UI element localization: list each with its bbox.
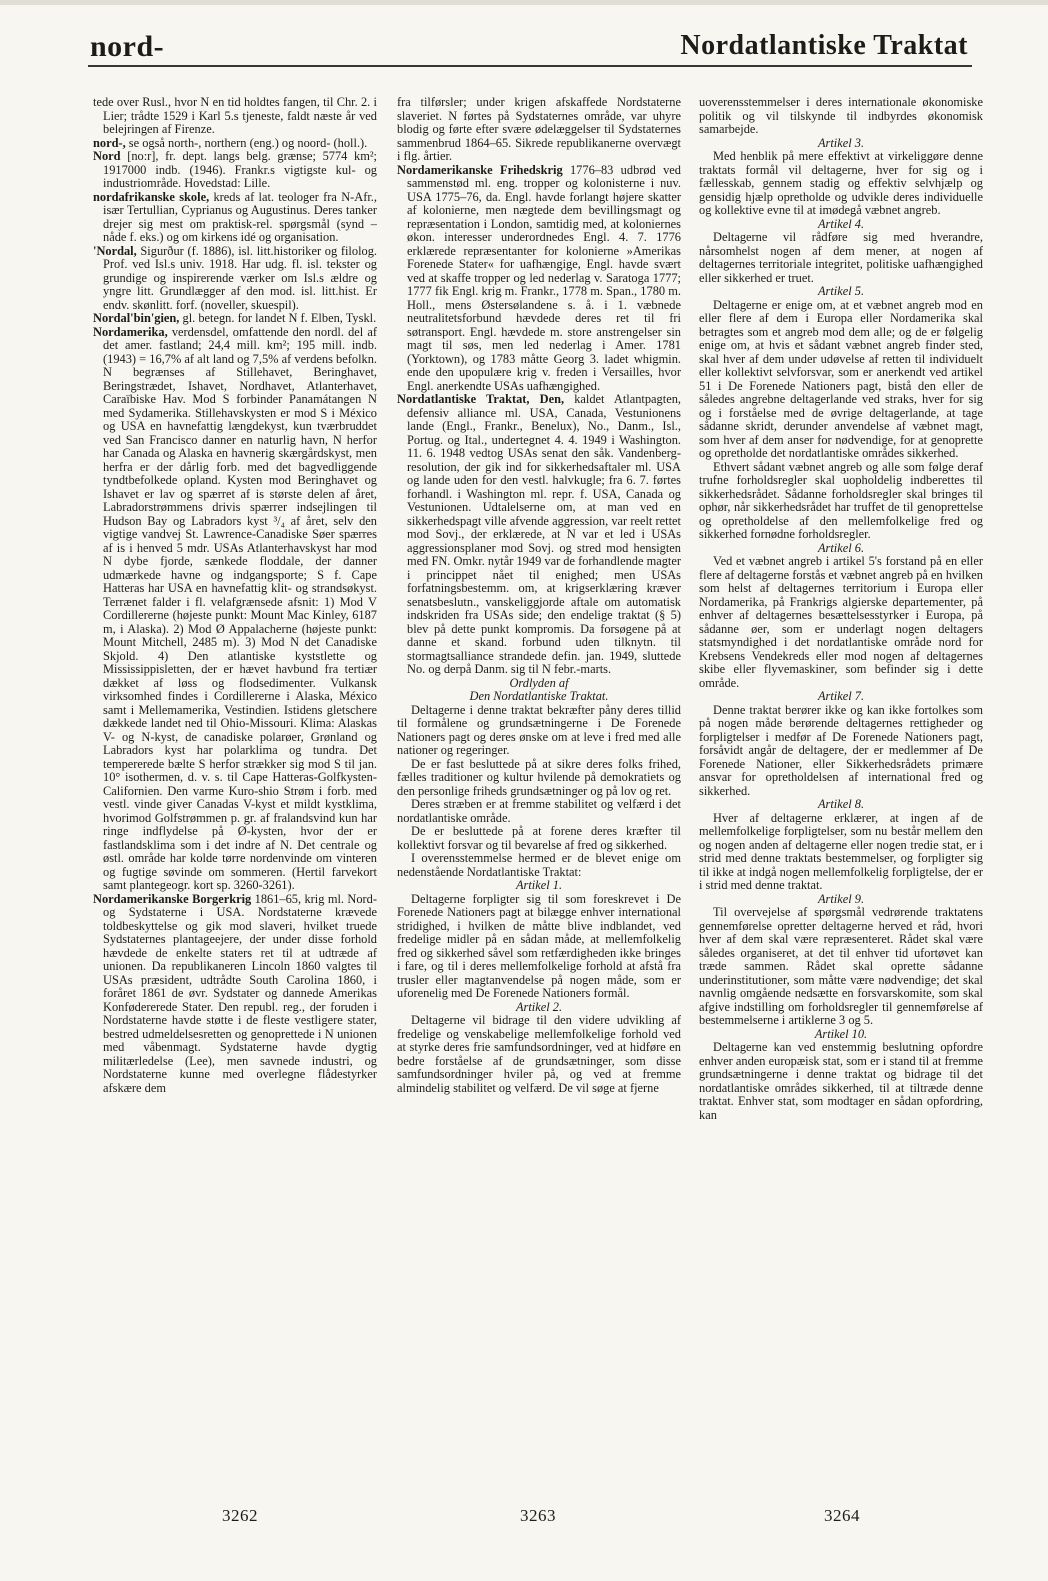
entry-text: kreds af lat. teologer fra N-Afr., især Tertullian, Cyprianus og Augustinus. Deres tanker drejer sig mest om praktisk-rel. spørgsmål (synd – nåde f. eks.) og om kirkens idé og organisation. <box>103 189 377 244</box>
entry-text: Ethvert sådant væbnet angreb og alle som følge deraf trufne forholdsregler skal uopholdelig indberettes til sikkerhedsrådet. Sådanne forholdsregler skal bringes til ophør, når sikkerhedsrådet har truffet de til genoprettelse og opretholdelse af den mellemfolkelige fred og sikkerhed fornødne forholdsregler. <box>699 459 983 541</box>
page-number-right: 3264 <box>824 1506 860 1525</box>
column-2 <box>397 96 681 1482</box>
entry-text: Ved et væbnet angreb i artikel 5's forstand på en eller flere af deltagerne forstås et væbnet angreb på en hvilken som helst af deltagernes territorium i Europa eller Nordamerika, på Frankrigs algierske departementer, på enhver af deltagernes besættelsesstyrker i Europa, på sådanne øer, som er underlagt nogen deltagers statsmyndighed i det nordatlantiske område nord for Krebsens Vendekreds eller mod nogen af deltagernes skibe eller flyvemaskiner, som befinder sig i dette område. <box>699 554 983 690</box>
entry-text: De er fast besluttede på at sikre deres folks frihed, fælles traditioner og kultur hvilende på demokratiets og den personlige friheds grundsætninger og på lov og ret. <box>397 756 681 798</box>
entry-text: Artikel 10. <box>814 1026 868 1041</box>
entry-text: [no:r], fr. dept. langs belg. grænse; 5774 km²; 1917000 indb. (1946). Frankr.s vigtigste kul- og industriområde. Hovedstad: Lille. <box>103 149 377 190</box>
entry-text: Denne traktat berører ikke og kan ikke fortolkes som på nogen måde berørende deltagernes rettigheder og forpligtelser i medfør af De Forenede Nationers pagt, forsåvidt angår de deltagere, der er medlemmer af De Forenede Nationer, eller Sikkerhedsrådets primære ansvar for opretholdelsen af international fred og sikkerhed. <box>699 702 983 798</box>
entry-text: Artikel 8. <box>817 797 865 811</box>
paragraph <box>699 231 983 285</box>
paragraph <box>397 798 681 825</box>
article-heading <box>397 677 681 691</box>
article-heading <box>699 218 983 232</box>
paragraph <box>699 461 983 542</box>
entry-text: I overensstemmelse hermed er de blevet enige om nedenstående Nordatlantiske Traktat: <box>397 851 681 879</box>
entry <box>93 326 377 893</box>
paragraph <box>397 704 681 758</box>
paragraph <box>93 96 377 137</box>
entry-text: kaldet Atlantpagten, defensiv alliance ml. USA, Canada, Vestunionens lande (Engl., Frankr., Benelux), No., Danm., Isl., Portug. og Ital., undertegnet 4. 4. 1949 i Washington. 11. 6. 1948 vedtog USAs senat den såk. Vandenberg-resolution, der gik ind for sikkerhedsaftaler ml. USA og lande uden for den vestl. halvkugle; fra 6. 7. førtes forhandl. i Washington ml. repr. f. USA, Canada og Vestunionen. Udtalelserne om, at man ved en sikkerhedspagt ville afvende aggression, var reelt rettet mod Sovj., der erklærede, at N var et led i USAs aggressionsplaner mod Sovj. og stred mod hensigten med FN. Omkr. nytår 1949 var de forhandlende magter i princippet nået til enighed; men USAs forfatningsbestemm. om, at krigserklæring kræver senatsbeslutn., vanskeliggjorde aftale om automatisk indskriden fra USAs side; den endelige traktat (§ 5) blev på dette punkt kompromis. Da forsøgene på at danne et skand. forbund uden tilknytn. til stormagtsalliance strandede defin. jan. 1949, sluttede No. og derpå Danm. sig til N febr.-marts. <box>407 392 681 676</box>
entry-text: verdensdel, omfattende den nordl. del af det amer. fastland; 24,4 mill. km²; 195 mill. indb. (1943) = 16,7% af alt land og 7,5% af verdens befolkn. N begrænses af Stillehavet, Beringhavet, Beringstrædet, Ishavet, Nordhavet, Atlanterhavet, Caraïbiske Hav. Mod S forbinder Panamátangen N med Sydamerika. Stillehavskysten er mod S i México og USA en havnefattig længdekyst, kun tværbruddet ved San Francisco danner en naturlig havn, N herfor har Canada og Alaska en havnerig skærgårdskyst, men herfra er der dårlig forb. med det bagvedliggende tyndtbefolkede opland. Kysten mod Beringhavet og Ishavet er lav og spærret af is største delen af året, Labradorstrømmens drivis spærrer indsejlingen til Hudson Bay og Labradors kyst ³/₄ af året, selv den vigtige vandvej St. Lawrence-Canadiske Søer spærres af is i henved 5 mdr. USAs Atlanterhavskyst har mod N dybe fjorde, sænkede floddale, der danner udmærkede havne og indgangsporte; S f. Cape Hatteras har USA en havnefattig klit- og strandsøkyst. Terrænet falder i fl. velafgrænsede afsnit: 1) Mod V Cordillererne (højeste punkt: Mount Mac Kinley, 6187 m, i Alaska). 2) Mod Ø Appalacherne (højeste punkt: Mount Mitchell, 2485 m). 3) Mod N det Canadiske Skjold. 4) Den atlantiske kyststlette og Mississippisletten, der er hævet havbund fra tertiær dækket af løss og flodsedimenter. Vulkansk virksomhed findes i Cordillererne i Alaska, México samt i Mellemamerika, Vestindien. Istidens gletschere dækkede landet ned til Ohio-Missouri. Klima: Alaskas V- og N-kyst, de canadiske polarøer, Grønland og Labradors kyst har polarklima og tundra. Det tempererede bælte S herfor strækker sig mod S til jan. 10° isothermen, d. v. s. til Cape Hatteras-Golfkysten-Californien. Den varme Kuro-shio Strøm i forb. med vestl. vinde giver Canadas V-kyst et mildt kystklima, hvorimod Golfstrømmen p. gr. af fralandsvind kun har ringe indflydelse på Ø-kysten, hvor der er fastlandsklima som i det indre af N. Det centrale og østl. område har kolde tørre nordenvinde om vinteren og fugtige søvinde om sommeren. (Hertil farvekort samt plantegeogr. kort sp. 3260-3261). <box>103 324 377 892</box>
headword: Nordamerikanske Borgerkrig <box>93 891 252 906</box>
paragraph <box>397 852 681 879</box>
paragraph <box>699 555 983 690</box>
entry-text: Artikel 3. <box>817 135 865 150</box>
paragraph <box>699 704 983 799</box>
entry-text: Deltagerne forpligter sig til som foreskrevet i De Forenede Nationers pagt at bilægge enhver international stridighed, i hvilken de måtte blive indblandet, ved fredelige midler på en sådan måde, at mellemfolkelig fred og sikkerhed såvel som retfærdigheden ikke bringes i fare, og til i deres mellemfolkelige forhold at afstå fra trusler eller magtanvendelse på nogen måde, som er uforenelig med De Forenede Nationers formål. <box>397 891 681 1000</box>
article-heading <box>699 798 983 812</box>
entry-text: Artikel 9. <box>817 891 865 906</box>
entry <box>93 150 377 191</box>
entry-text: Artikel 1. <box>515 878 563 892</box>
entry-text: se også north-, northern (eng.) og noord- (holl.). <box>125 135 368 150</box>
article-heading <box>397 690 681 704</box>
entry-text: Deltagerne i denne traktat bekræfter påny deres tillid til formålene og grundsætningerne i De Forenede Nationers pagt og deres ønske om at leve i fred med alle nationer og regeringer. <box>397 702 681 757</box>
entry-text: Artikel 2. <box>515 999 563 1014</box>
page-number-middle: 3263 <box>520 1506 556 1525</box>
headword: nord-, <box>93 135 126 150</box>
article-heading <box>699 137 983 151</box>
column-3 <box>699 96 983 1482</box>
paragraph <box>699 96 983 137</box>
entry-text: Sigurður (f. 1886), isl. litt.historiker og filolog. Prof. ved Isl.s univ. 1918. Har udg. fl. isl. tekster og grundige og inspirerende værker om Isl.s ældre og yngre litt. Grundlægger af den mod. isl. litt.hist. Er endv. skønlitt. forf. (noveller, skuespil). <box>103 243 377 312</box>
entry-text: Artikel 7. <box>817 689 865 703</box>
article-heading <box>699 1028 983 1042</box>
header-rule <box>88 65 972 67</box>
article-heading <box>699 542 983 556</box>
headword: 'Nordal, <box>93 243 137 258</box>
paragraph <box>397 825 681 852</box>
paragraph <box>699 812 983 893</box>
page-number-left: 3262 <box>222 1506 258 1525</box>
entry-text: Deltagerne vil rådføre sig med hverandre, nårsomhelst nogen af dem mener, at nogen af deltagernes territoriale integritet, politiske uafhængighed eller sikkerhed er truet. <box>699 230 983 285</box>
entry-text: Deltagerne kan ved enstemmig beslutning opfordre enhver anden europæisk stat, som er i stand til at fremme grundsætningerne i denne traktat og bidrage til det nordatlantiske områdes sikkerhed, til at tiltræde denne traktat. Enhver stat, som modtager en sådan opfordring, kan <box>699 1040 983 1122</box>
running-head-right: Nordatlantiske Traktat <box>680 30 968 61</box>
entry-text: Til overvejelse af spørgsmål vedrørende traktatens gennemførelse opretter deltagerne herved et råd, hvori hver af dem skal være repræsenteret. Rådet skal være således organiseret, at det til enhver tid ufortøvet kan træde sammen. Rådet skal oprette sådanne underinstitutioner, som måtte være nødvendige; det skal navnlig omgående nedsætte en forsvarskomite, som skal afgive indstilling om forholdsregler til gennemførelse af bestemmelserne i artiklerne 3 og 5. <box>699 905 983 1027</box>
entry <box>93 245 377 313</box>
article-heading <box>397 1001 681 1015</box>
article-heading <box>699 690 983 704</box>
entry-text: 1776–83 udbrød ved sammenstød ml. eng. tropper og kolonisterne i nuv. USA 1775–76, da. Engl. havde forlangt højere skatter af kolonierne, men nægtede dem bevillingsmagt og repræsentation i London, samtidig med, at koloniernes økon. interesser underordnedes Engl. 4. 7. 1776 erklærede repræsentanter for kolonierne »Amerikas Forenede Stater« for uafhængige, Engl. havde svært ved at skaffe tropper og led nederlag v. Saratoga 1777; 1777 fik Engl. krig m. Frankr., 1778 m. Span., 1780 m. Holl., mens Østersølandene s. å. i 1. væbnede neutralitetsforbund hævdede deres ret til fri søtransport. Engl. hævdede m. store anstrengelser sin magt til søs, men led nederlag i Amer. 1781 (Yorktown), og 1783 måtte Georg 3. ladet whigmin. ende den upopulære krig v. freden i Versailles, hvor Engl. anerkendte USAs uafhængighed. <box>407 162 681 393</box>
paragraph <box>397 758 681 799</box>
headword: Nordal'bin'gien, <box>93 311 180 325</box>
entry-text: 1861–65, krig ml. Nord- og Sydstaterne i USA. Nordstaterne krævede toldbeskyttelse og gik mod slaveri, hvilket truede Sydstaternes plantageejere, der under disse forhold hævdede de enkelte staters ret til at udtræde af unionen. Da republikaneren Lincoln 1860 valgtes til USAs præsident, udtrådte South Carolina 1860, i foråret 1861 de øvr. Sydstater og dannede Amerikas Konfødererede Stater. Den republ. reg., der foruden i Nordstaterne havde støtte i de fleste vestligere stater, bestred udmeldelsesretten og genoprettede i N unionen med våbenmagt. Sydstaterne havde dygtig militærledelse (Lee), men savnede industri, og Nordstaterne kunne med overlegne flådestyrker afskære dem <box>103 891 377 1095</box>
paragraph <box>397 893 681 1001</box>
entry <box>93 137 377 151</box>
headword: Nordatlantiske Traktat, Den, <box>397 392 565 406</box>
entry-text: gl. betegn. for landet N f. Elben, Tyskl. <box>179 311 377 325</box>
headword: Nordamerikanske Frihedskrig <box>397 162 563 177</box>
page-edge <box>0 0 1048 5</box>
entry <box>397 164 681 394</box>
article-heading <box>699 893 983 907</box>
headword: nordafrikanske skole, <box>93 189 210 204</box>
headword: Nordamerika, <box>93 324 168 339</box>
entry-text: Artikel 5. <box>817 284 865 298</box>
column-1 <box>93 96 377 1482</box>
entry-text: tede over Rusl., hvor N en tid holdtes fangen, til Chr. 2. i Lier; trådte 1529 i Karl 5.s tjeneste, faldt næste år ved belejringen af Firenze. <box>93 96 377 136</box>
entry-text: Deltagerne vil bidrage til den videre udvikling af fredelige og venskabelige mellemfolkelige forhold ved at styrke deres frie samfundsordninger, ved at hidføre en bedre forståelse af de grundsætninger, som disse samfundsordninger hviler på, og ved at fremme almindelig stabilitet og velfærd. De vil søge at fjerne <box>397 1013 681 1095</box>
entry-text: Hver af deltagerne erklærer, at ingen af de mellemfolkelige forpligtelser, som nu består mellem den og nogen anden af deltagerne eller nogen tredie stat, er i strid med denne traktats bestemmelser, og forpligter sig til ikke at indgå nogen mellemfolkelig forpligtelse, der er i strid med denne traktat. <box>699 810 983 892</box>
entry-text: Artikel 4. <box>817 216 865 231</box>
entry <box>397 393 681 677</box>
article-heading <box>397 879 681 893</box>
paragraph <box>699 299 983 461</box>
entry-text: Den Nordatlantiske Traktat. <box>469 689 609 703</box>
entry <box>93 191 377 245</box>
entry-text: Ordlyden af <box>509 675 569 690</box>
entry-text: Artikel 6. <box>817 540 865 555</box>
entry-text: Deres stræben er at fremme stabilitet og velfærd i det nordatlantiske område. <box>397 797 681 825</box>
entry-text: uoverensstemmelser i deres internationale økonomiske politik og vil tilskynde til indbyrdes økonomisk samarbejde. <box>699 96 983 136</box>
paragraph <box>397 1014 681 1095</box>
paragraph <box>699 906 983 1028</box>
entry <box>93 312 377 326</box>
running-head-left: nord- <box>90 30 165 63</box>
entry-text: Med henblik på mere effektivt at virkeliggøre denne traktats formål vil deltagerne, hver for sig og i fællesskab, gennem stadig og effektiv selvhjælp og gensidig hjælp opretholde og udvikle deres individuelle og kollektive evne til at imødegå væbnet angreb. <box>699 149 983 217</box>
entry-text: De er besluttede på at forene deres kræfter til kollektivt forsvar og til bevarelse af fred og sikkerhed. <box>397 824 681 852</box>
paragraph <box>699 1041 983 1122</box>
headword: Nord <box>93 149 121 163</box>
paragraph <box>397 96 681 164</box>
paragraph <box>699 150 983 218</box>
entry-text: Deltagerne er enige om, at et væbnet angreb mod en eller flere af dem i Europa eller Nordamerika skal betragtes som et angreb mod dem alle; og de er følgelig enige om, at hvis et sådant væbnet angreb finder sted, skal hver af dem under udøvelse af retten til individuelt eller kollektivt selvforsvar, som er anerkendt ved artikel 51 i De Forenede Nationers pagt, bistå den eller de således angrebne deltagerlande ved straks, hver for sig og i forståelse med de øvrige deltagerlande, at tage sådanne skridt, derunder anvendelse af væbnet magt, som hver af dem anser for nødvendige, for at genoprette og opretholde det nordatlantiske områdes sikkerhed. <box>699 297 983 460</box>
entry-text: fra tilførsler; under krigen afskaffede Nordstaterne slaveriet. N førtes på Sydstaternes område, var uhyre blodig og førte efter svære ødelæggelser til Sydstaternes sammenbrud 1864–65. Sikrede republikanerne overvægt i flg. årtier. <box>397 96 681 163</box>
article-heading <box>699 285 983 299</box>
entry <box>93 893 377 1096</box>
